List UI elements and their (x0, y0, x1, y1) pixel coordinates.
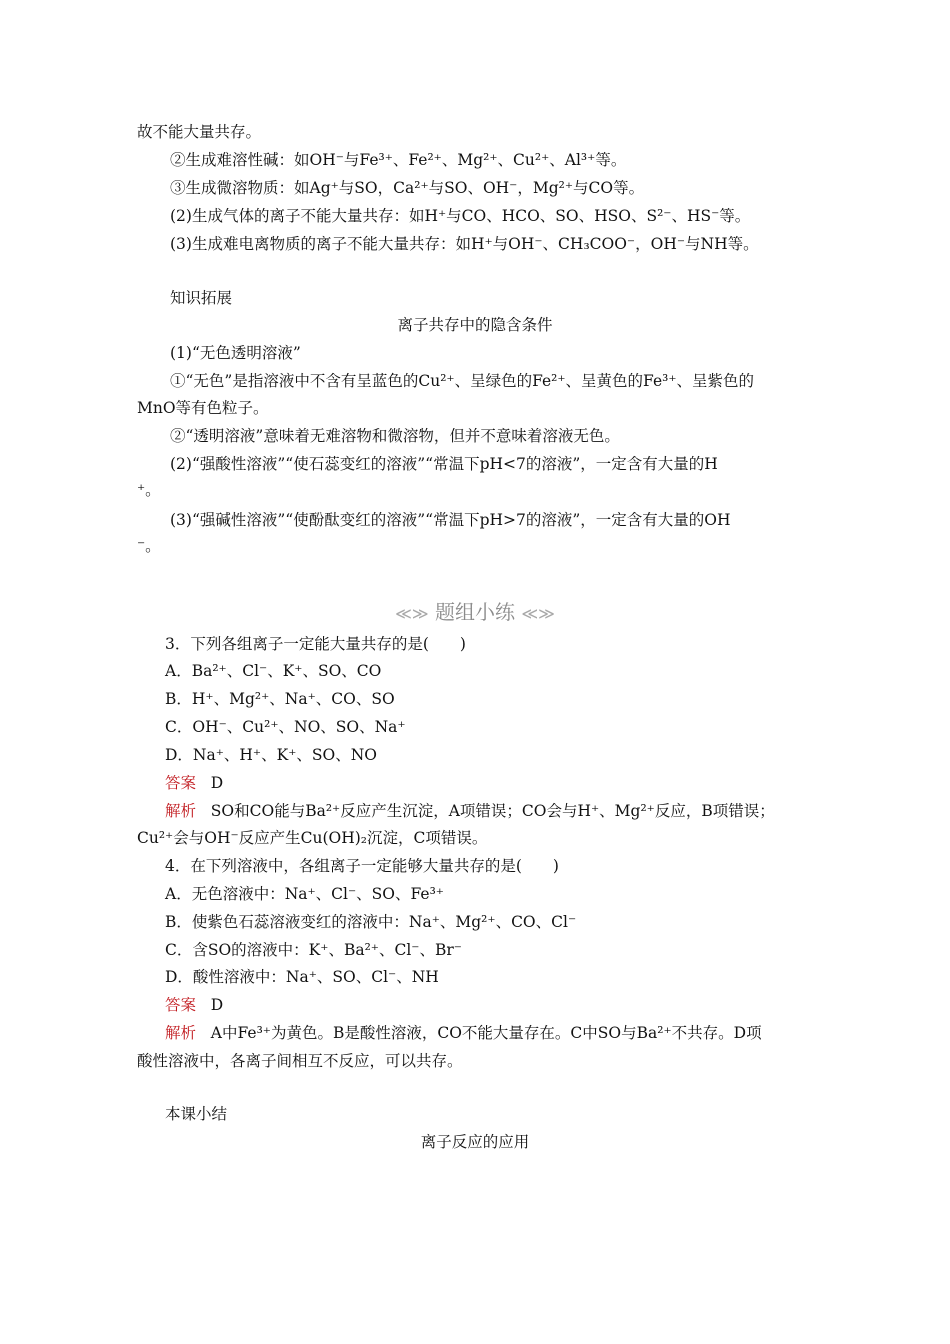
left-decoration-icon: ≪≫ (395, 604, 429, 623)
question-stem: 3．下列各组离子一定能大量共存的是( ) (165, 635, 466, 653)
analysis-line (165, 800, 845, 822)
option-c: C．OH⁻、Cu²⁺、NO、SO、Na⁺ (165, 718, 406, 736)
right-decoration-icon: ≪≫ (521, 604, 555, 623)
text-line: ③生成微溶物质：如Ag⁺与SO，Ca²⁺与SO、OH⁻，Mg²⁺与CO等。 (170, 179, 645, 197)
answer-label: 答案 (165, 996, 197, 1014)
text-line: (3)“强碱性溶液”“使酚酞变红的溶液”“常温下pH>7的溶液”，一定含有大量的OH (170, 511, 731, 529)
text-line: (1)“无色透明溶液” (170, 344, 301, 362)
answer-value: D (210, 774, 224, 792)
answer-line (165, 994, 845, 1016)
text-line: MnO等有色粒子。 (137, 399, 269, 417)
text-line: ②生成难溶性碱：如OH⁻与Fe³⁺、Fe²⁺、Mg²⁺、Cu²⁺、Al³⁺等。 (170, 151, 627, 169)
option-d: D．酸性溶液中：Na⁺、SO、Cl⁻、NH (165, 968, 439, 986)
section-bar-title: 题组小练 (435, 600, 515, 624)
option-b: B．使紫色石蕊溶液变红的溶液中：Na⁺、Mg²⁺、CO、Cl⁻ (165, 913, 577, 931)
analysis-text: A中Fe³⁺为黄色。B是酸性溶液，CO不能大量存在。C中SO与Ba²⁺不共存。D项 (210, 1024, 762, 1042)
option-d: D．Na⁺、H⁺、K⁺、SO、NO (165, 746, 377, 764)
answer-line (165, 772, 845, 794)
option-a: A．Ba²⁺、Cl⁻、K⁺、SO、CO (165, 662, 382, 680)
answer-label: 答案 (165, 774, 197, 792)
text-line: ⁺。 (137, 481, 161, 499)
section-bar (0, 596, 950, 625)
analysis-label: 解析 (165, 1024, 197, 1042)
summary-heading: 本课小结 (165, 1105, 228, 1123)
option-b: B．H⁺、Mg²⁺、Na⁺、CO、SO (165, 690, 395, 708)
text-line: 故不能大量共存。 (137, 123, 262, 141)
section-title: 离子共存中的隐含条件 (397, 316, 553, 334)
text-line: ⁻。 (137, 537, 161, 555)
text-line: (2)生成气体的离子不能大量共存：如H⁺与CO、HCO、SO、HSO、S²⁻、HS⁻等。 (170, 207, 751, 225)
text-line: ②“透明溶液”意味着无难溶物和微溶物，但并不意味着溶液无色。 (170, 427, 620, 445)
analysis-label: 解析 (165, 802, 197, 820)
text-line: (3)生成难电离物质的离子不能大量共存：如H⁺与OH⁻、CH₃COO⁻，OH⁻与NH等。 (170, 235, 759, 253)
text-line: ①“无色”是指溶液中不含有呈蓝色的Cu²⁺、呈绿色的Fe²⁺、呈黄色的Fe³⁺、呈紫色的 (170, 372, 755, 390)
analysis-text: Cu²⁺会与OH⁻反应产生Cu(OH)₂沉淀，C项错误。 (137, 829, 488, 847)
analysis-line (165, 1022, 845, 1044)
section-heading: 知识拓展 (170, 289, 233, 307)
option-a: A．无色溶液中：Na⁺、Cl⁻、SO、Fe³⁺ (165, 885, 444, 903)
option-c: C．含SO的溶液中：K⁺、Ba²⁺、Cl⁻、Br⁻ (165, 941, 462, 959)
question-stem: 4．在下列溶液中，各组离子一定能够大量共存的是( ) (165, 857, 559, 875)
answer-value: D (210, 996, 224, 1014)
text-line: (2)“强酸性溶液”“使石蕊变红的溶液”“常温下pH<7的溶液”，一定含有大量的H (170, 455, 718, 473)
summary-title: 离子反应的应用 (420, 1133, 530, 1151)
analysis-text: 酸性溶液中，各离子间相互不反应，可以共存。 (137, 1052, 463, 1070)
analysis-text: SO和CO能与Ba²⁺反应产生沉淀，A项错误；CO会与H⁺、Mg²⁺反应，B项错误； (210, 802, 775, 820)
